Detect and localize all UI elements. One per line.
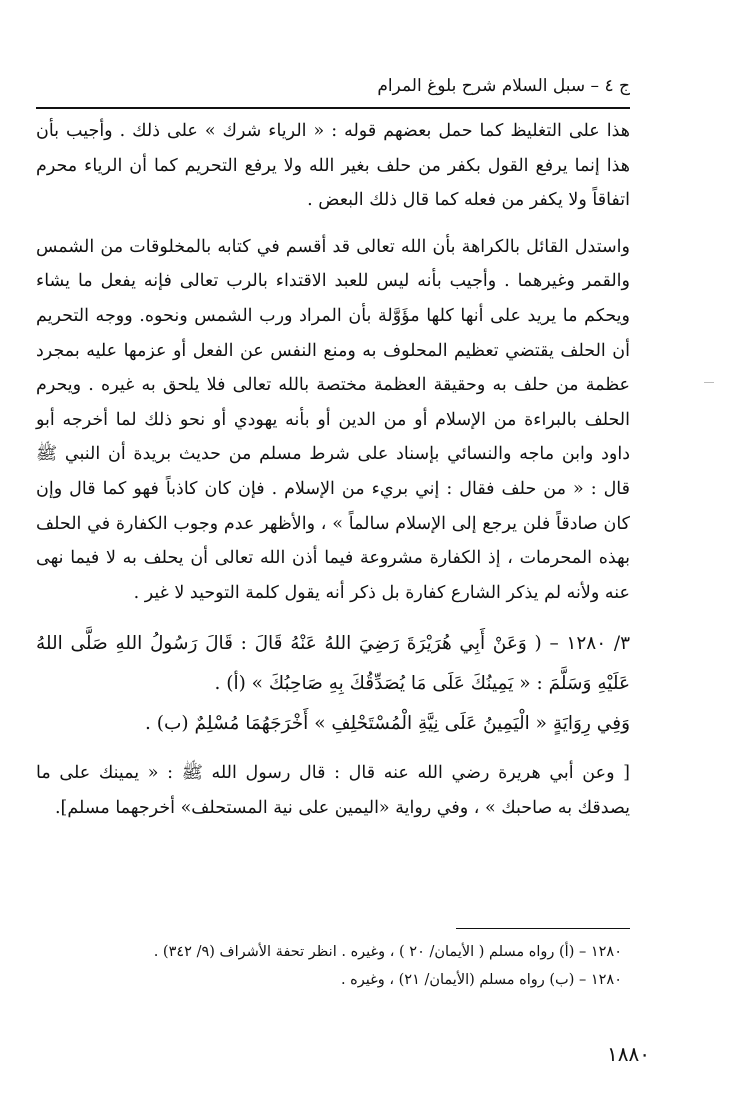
hadith-line-2: وَفِي رِوَايَةٍ « الْيَمِينُ عَلَى نِيَّةِ الْمُسْتَحْلِفِ » أَخْرَجَهُمَا مُسْلِمٌ (ب) .	[145, 713, 630, 735]
hadith-text	[36, 624, 630, 744]
footnote-a: ١٢٨٠ – (أ) رواه مسلم ( الأيمان/ ٢٠ ) ، وغيره . انظر تحفة الأشراف (٩/ ٣٤٢) .	[153, 944, 622, 960]
margin-mark	[704, 382, 714, 383]
footnotes	[36, 938, 630, 994]
hadith-line-1: ٣/ ١٢٨٠ – ( وَعَنْ أَبِي هُرَيْرَةَ رَضِيَ اللهُ عَنْهُ قَالَ : قَالَ رَسُولُ اللهِ صَلَّى اللهُ عَلَيْهِ وَسَلَّمَ : « يَمِينُكَ عَلَى مَا يُصَدِّقُكَ بِهِ صَاحِبُكَ » (أ) .	[36, 633, 630, 695]
footnote-rule	[456, 928, 630, 929]
page-number: ١٨٨٠	[607, 1042, 650, 1066]
main-text	[36, 114, 630, 826]
header-rule	[36, 107, 630, 109]
footnote-b: ١٢٨٠ – (ب) رواه مسلم (الأيمان/ ٢١) ، وغيره .	[340, 972, 622, 988]
running-header: ج ٤ – سبل السلام شرح بلوغ المرام	[377, 76, 630, 96]
paragraph-1: هذا على التغليظ كما حمل بعضهم قوله : « الرياء شرك » على ذلك . وأجيب بأن هذا إنما يرفع القول بكفر من حلف بغير الله ولا يرفع التحريم كما أن الرياء محرم اتفاقاً ولا يكفر من فعله كما قال ذلك البعض .	[36, 121, 630, 211]
paragraph-2: واستدل القائل بالكراهة بأن الله تعالى قد أقسم في كتابه بالمخلوقات من الشمس والقمر وغيرهما . وأجيب بأنه ليس للعبد الاقتداء بالرب تعالى فإنه يفعل ما يشاء ويحكم ما يريد على أنها كلها مؤَوَّلة بأن المراد ورب الشمس ونحوه. ووجه التحريم أن الحلف يقتضي تعظيم المحلوف به ومنع النفس عن الفعل أو عزمها عليه بمجرد عظمة من حلف به وحقيقة العظمة مختصة بالله تعالى فلا يلحق به غيره . ويحرم الحلف بالبراءة من الإسلام أو من الدين أو بأنه يهودي أو نحو ذلك لما أخرجه أبو داود وابن ماجه والنسائي بإسناد على شرط مسلم من حديث بريدة أن النبي ﷺ قال : « من حلف فقال : إني بريء من الإسلام . فإن كان كاذباً فهو كما قال وإن كان صادقاً فلن يرجع إلى الإسلام سالماً » ، والأظهر عدم وجوب الكفارة في الحلف بهذه المحرمات ، إذ الكفارة مشروعة فيما أذن الله تعالى أن يحلف به لا فيما نهى عنه ولأنه لم يذكر الشارع كفارة بل ذكر أنه يقول كلمة التوحيد لا غير .	[36, 236, 630, 603]
hadith-summary: [ وعن أبي هريرة رضي الله عنه قال : قال رسول الله ﷺ : « يمينك على ما يصدقك به صاحبك » ، وفي رواية «اليمين على نية المستحلف» أخرجهما مسلم].	[36, 763, 630, 818]
